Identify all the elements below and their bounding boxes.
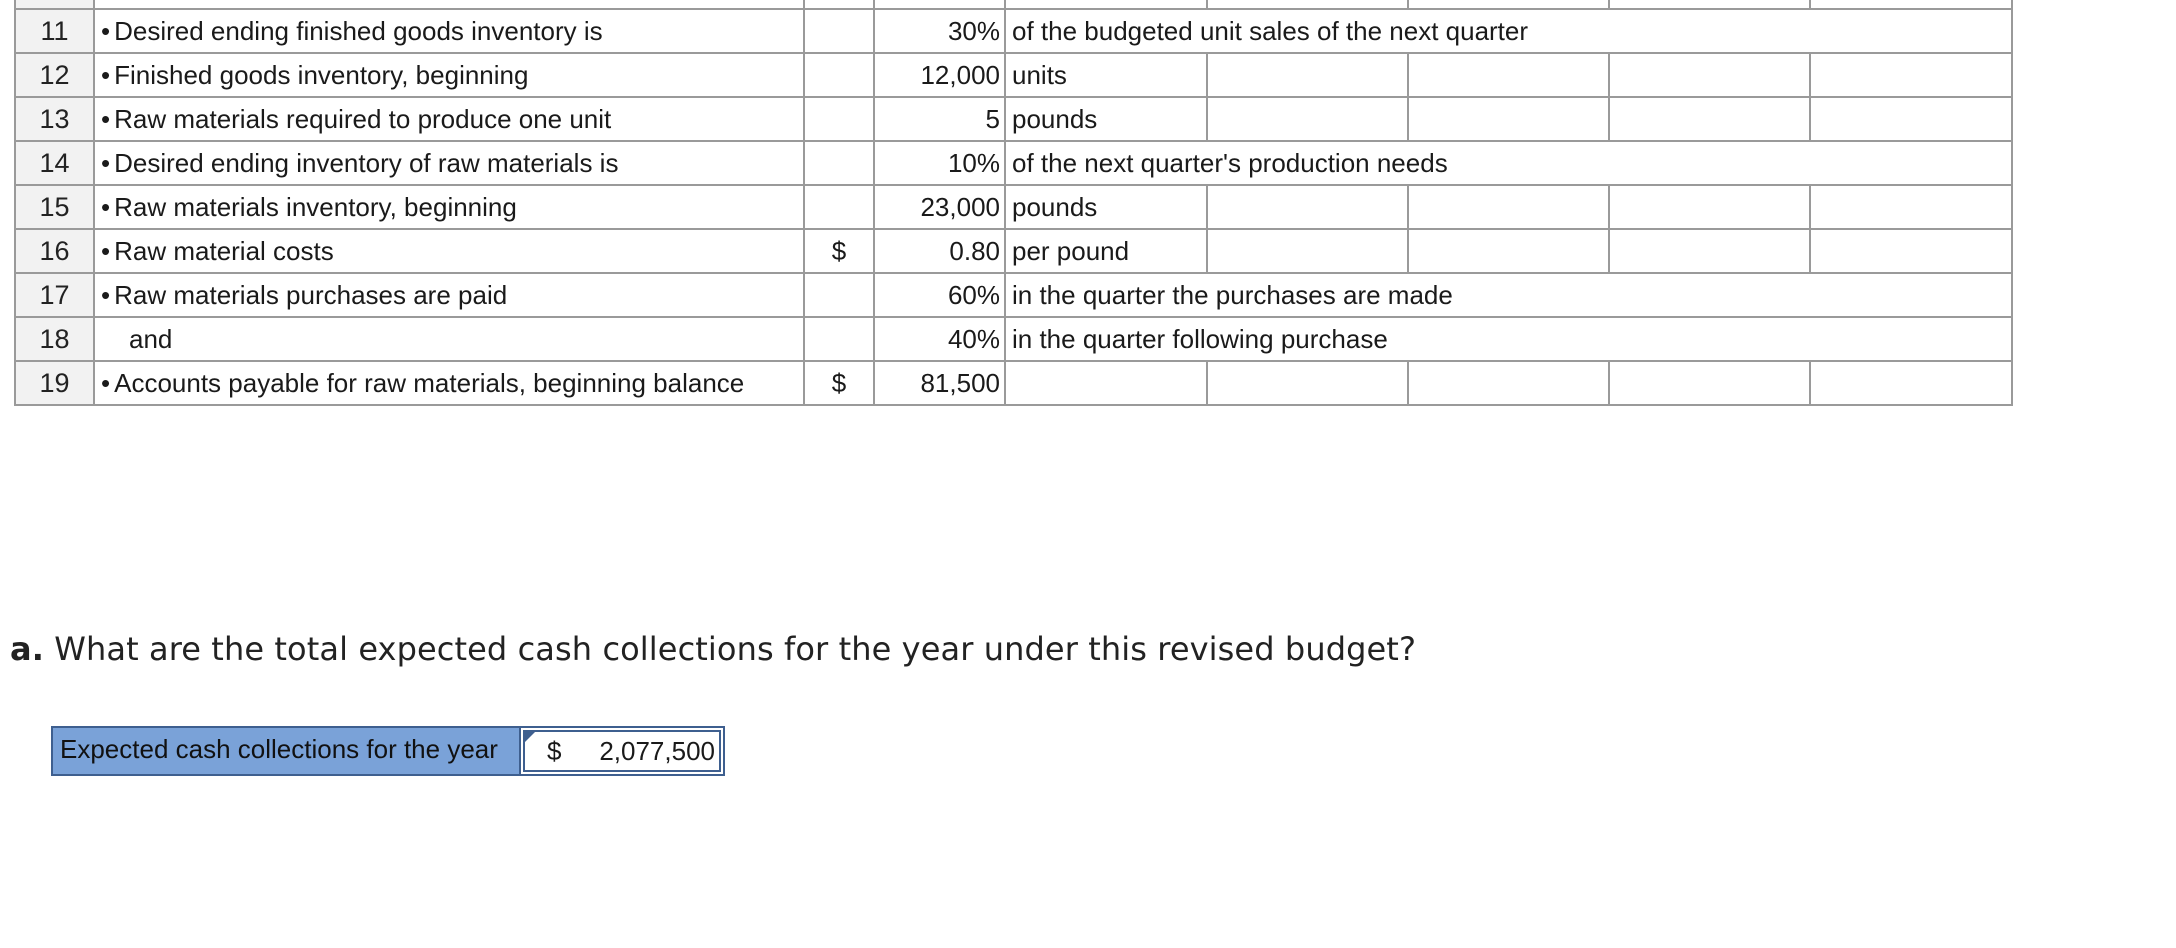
table-body (15, 0, 2012, 405)
empty-cell (1207, 185, 1408, 229)
currency-cell: $ (804, 229, 874, 273)
unit-cell: units (1005, 53, 1207, 97)
partial-top-row (15, 0, 2012, 9)
table-cell (1408, 0, 1609, 9)
currency-cell: $ (804, 361, 874, 405)
description-text: Accounts payable for raw materials, beginning balance (114, 367, 745, 398)
row-number: 13 (15, 97, 94, 141)
bullet-glyph: • (101, 279, 111, 310)
question-prompt (10, 630, 1416, 668)
row-number: 19 (15, 361, 94, 405)
currency-cell (804, 185, 874, 229)
row-description (94, 361, 804, 405)
unit-cell: of the next quarter's production needs (1005, 141, 2012, 185)
row-number: 16 (15, 229, 94, 273)
row-number: 15 (15, 185, 94, 229)
empty-cell (1207, 229, 1408, 273)
row-number: 12 (15, 53, 94, 97)
value-cell: 60% (874, 273, 1005, 317)
table-row (15, 361, 2012, 405)
table-cell (1810, 0, 2012, 9)
row-description (94, 141, 804, 185)
answer-row (51, 726, 725, 776)
table-row (15, 317, 2012, 361)
unit-cell: of the budgeted unit sales of the next quarter (1005, 9, 2012, 53)
table-row (15, 53, 2012, 97)
empty-cell (1408, 229, 1609, 273)
row-description (94, 317, 804, 361)
row-number: 17 (15, 273, 94, 317)
row-number-cell (15, 0, 94, 9)
row-number: 11 (15, 9, 94, 53)
row-description (94, 185, 804, 229)
table-row (15, 141, 2012, 185)
question-letter: a. (10, 630, 44, 668)
empty-cell (1609, 185, 1810, 229)
table-row (15, 273, 2012, 317)
description-text: Raw materials purchases are paid (114, 279, 508, 310)
question-text: What are the total expected cash collections for the year under this revised budget? (54, 630, 1417, 668)
answer-label: Expected cash collections for the year (53, 728, 521, 774)
unit-cell: per pound (1005, 229, 1207, 273)
row-description (94, 53, 804, 97)
description-text: Raw material costs (114, 235, 334, 266)
cell-marker-icon (525, 732, 535, 742)
value-cell: 40% (874, 317, 1005, 361)
table-row (15, 9, 2012, 53)
table-cell (1005, 0, 1207, 9)
unit-cell: in the quarter the purchases are made (1005, 273, 2012, 317)
empty-cell (1207, 361, 1408, 405)
table-cell (94, 0, 804, 9)
value-cell: 10% (874, 141, 1005, 185)
budget-data-table (14, 0, 2013, 406)
unit-cell (1005, 361, 1207, 405)
cash-collections-input[interactable] (523, 730, 721, 772)
empty-cell (1810, 361, 2012, 405)
empty-cell (1408, 97, 1609, 141)
value-cell: 0.80 (874, 229, 1005, 273)
empty-cell (1408, 185, 1609, 229)
empty-cell (1810, 97, 2012, 141)
description-text: Finished goods inventory, beginning (114, 59, 529, 90)
unit-cell: pounds (1005, 185, 1207, 229)
description-text: and (129, 323, 173, 354)
row-number: 18 (15, 317, 94, 361)
empty-cell (1810, 185, 2012, 229)
value-cell: 81,500 (874, 361, 1005, 405)
currency-cell (804, 273, 874, 317)
table-cell (804, 0, 874, 9)
bullet-glyph: • (101, 147, 111, 178)
empty-cell (1609, 229, 1810, 273)
bullet-glyph: • (101, 191, 111, 222)
row-description (94, 273, 804, 317)
description-text: Raw materials inventory, beginning (114, 191, 517, 222)
value-cell: 5 (874, 97, 1005, 141)
currency-cell (804, 317, 874, 361)
description-text: Raw materials required to produce one unit (114, 103, 612, 134)
currency-cell (804, 9, 874, 53)
table-cell (1609, 0, 1810, 9)
row-description (94, 97, 804, 141)
table-row (15, 97, 2012, 141)
answer-currency: $ (547, 735, 562, 766)
empty-cell (1810, 229, 2012, 273)
bullet-glyph: • (101, 235, 111, 266)
description-text: Desired ending finished goods inventory is (114, 15, 603, 46)
empty-cell (1609, 53, 1810, 97)
bullet-glyph: • (101, 59, 111, 90)
table-row (15, 185, 2012, 229)
description-text: Desired ending inventory of raw materials is (114, 147, 619, 178)
empty-cell (1609, 97, 1810, 141)
empty-cell (1609, 361, 1810, 405)
empty-cell (1207, 97, 1408, 141)
table-row (15, 229, 2012, 273)
row-number: 14 (15, 141, 94, 185)
row-description (94, 9, 804, 53)
value-cell: 12,000 (874, 53, 1005, 97)
value-cell: 23,000 (874, 185, 1005, 229)
empty-cell (1810, 53, 2012, 97)
empty-cell (1408, 53, 1609, 97)
empty-cell (1408, 361, 1609, 405)
bullet-glyph: • (101, 367, 111, 398)
currency-cell (804, 141, 874, 185)
currency-cell (804, 97, 874, 141)
bullet-glyph: • (101, 15, 111, 46)
table-cell (1207, 0, 1408, 9)
value-cell: 30% (874, 9, 1005, 53)
unit-cell: in the quarter following purchase (1005, 317, 2012, 361)
bullet-glyph: • (101, 103, 111, 134)
row-description (94, 229, 804, 273)
unit-cell: pounds (1005, 97, 1207, 141)
table-cell (874, 0, 1005, 9)
currency-cell (804, 53, 874, 97)
empty-cell (1207, 53, 1408, 97)
answer-value: 2,077,500 (599, 735, 715, 766)
